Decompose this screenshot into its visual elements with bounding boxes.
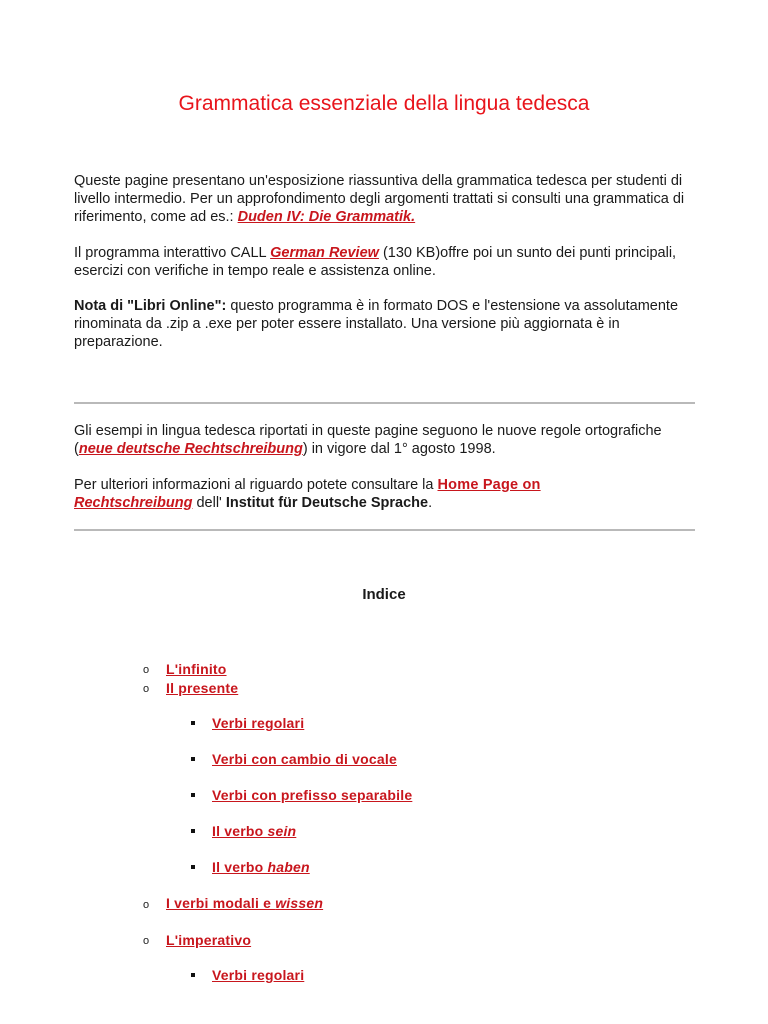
square-bullet-icon [191, 829, 195, 833]
link-text-italic: haben [267, 859, 310, 875]
info-text-mid: dell' [192, 495, 226, 511]
square-bullet-icon [191, 793, 195, 797]
spelling-text-before: Gli esempi in lingua tedesca riportati in queste pagine seguono le nuove regole ortografiche ( [74, 423, 662, 457]
index-link-verbo-sein[interactable] [212, 823, 296, 839]
rechtschreibung-home-link[interactable]: Rechtschreibung [74, 495, 193, 511]
square-bullet-icon [191, 721, 195, 725]
german-review-link[interactable]: German Review [270, 245, 379, 261]
square-bullet-icon [191, 757, 195, 761]
list-item [166, 894, 323, 912]
divider-top [74, 402, 695, 404]
circle-bullet-icon: o [143, 899, 150, 911]
list-item [212, 858, 310, 876]
home-page-link[interactable]: Home Page on [437, 477, 541, 493]
index-link-presente[interactable]: Il presente [166, 680, 239, 696]
rechtschreibung-link[interactable]: neue deutsche Rechtschreibung [78, 441, 303, 457]
link-text: Il verbo [212, 859, 268, 875]
call-paragraph [74, 244, 694, 280]
duden-link[interactable]: Duden IV: Die Grammatik. [237, 209, 416, 225]
list-item [212, 750, 397, 768]
list-item [212, 822, 296, 840]
list-item [212, 786, 412, 804]
index-link-verbi-modali[interactable] [166, 895, 323, 911]
list-item [212, 714, 304, 732]
note-paragraph [74, 297, 694, 351]
note-text: questo programma è in formato DOS e l'estensione va assolutamente rinominata da .zip a .exe per poter essere installato. Una versione più aggiornata è in preparazione. [74, 298, 679, 350]
call-text-after: (130 KB)offre poi un sunto dei punti principali, esercizi con verifiche in tempo reale e assistenza online. [74, 245, 677, 279]
index-link-infinito[interactable]: L'infinito [166, 661, 227, 677]
index-link-imperativo-verbi-regolari[interactable]: Verbi regolari [212, 967, 305, 983]
info-paragraph [74, 476, 694, 512]
spelling-paragraph [74, 422, 694, 458]
circle-bullet-icon: o [143, 683, 150, 695]
list-item [212, 966, 304, 984]
index-link-verbo-haben[interactable] [212, 859, 310, 875]
intro-text: Queste pagine presentano un'esposizione riassuntiva della grammatica tedesca per studenti di livello intermedio. Per un approfondimento degli argomenti trattati si consulti una grammatica di riferimento, come ad es.: [74, 173, 685, 225]
intro-paragraph [74, 172, 694, 226]
index-link-imperativo[interactable]: L'imperativo [166, 932, 252, 948]
page-title: Grammatica essenziale della lingua tedesca [178, 92, 590, 115]
institut-name: Institut für Deutsche Sprache [225, 495, 429, 511]
link-text-italic: wissen [275, 895, 324, 911]
spelling-text-after: ) in vigore dal 1° agosto 1998. [302, 441, 496, 457]
info-text-end: . [428, 495, 433, 511]
index-link-verbi-regolari[interactable]: Verbi regolari [212, 715, 305, 731]
link-text: I verbi modali e [166, 895, 276, 911]
note-label: Nota di "Libri Online": [74, 298, 227, 314]
square-bullet-icon [191, 865, 195, 869]
call-text-before: Il programma interattivo CALL [74, 245, 271, 261]
link-text: Il verbo [212, 823, 268, 839]
circle-bullet-icon: o [143, 935, 150, 947]
index-link-cambio-vocale[interactable]: Verbi con cambio di vocale [212, 751, 397, 767]
info-text-before: Per ulteriori informazioni al riguardo potete consultare la [74, 477, 438, 493]
list-item [166, 931, 251, 949]
index-link-prefisso-separabile[interactable]: Verbi con prefisso separabile [212, 787, 413, 803]
circle-bullet-icon: o [143, 664, 150, 676]
square-bullet-icon [191, 973, 195, 977]
list-item [166, 679, 238, 697]
index-title: Indice [362, 586, 406, 603]
divider-bottom [74, 529, 695, 531]
link-text-italic: sein [267, 823, 297, 839]
list-item [166, 660, 227, 678]
